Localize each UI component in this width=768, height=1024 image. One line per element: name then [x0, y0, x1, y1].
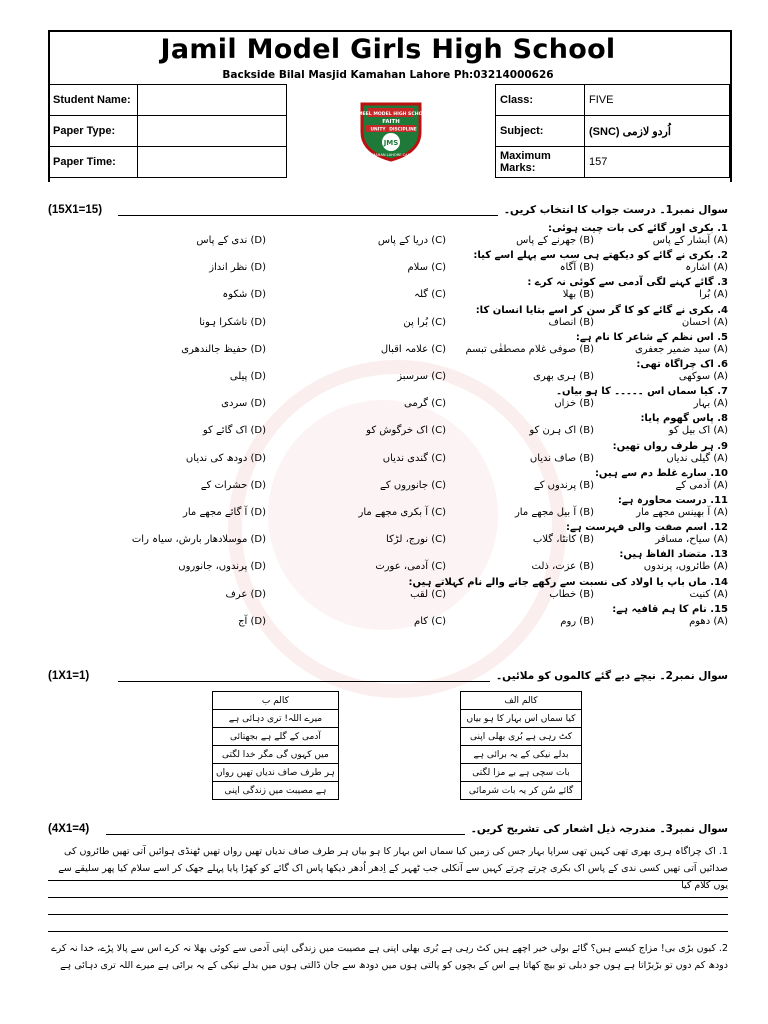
option-a[interactable]: (A) آدمی کے: [675, 479, 728, 491]
option-c[interactable]: (C) نورج، لڑکا: [386, 534, 446, 546]
column-a-header: کالم الف: [461, 692, 582, 710]
option-d[interactable]: (D) عرف: [225, 588, 266, 600]
mcq-question: 5. اس نظم کے شاعر کا نام ہے:: [575, 331, 728, 343]
option-b[interactable]: (B) عزت، ذلت: [531, 561, 594, 573]
paper-type-field[interactable]: [138, 116, 287, 147]
option-a[interactable]: (A) بُرا: [699, 289, 728, 301]
option-a[interactable]: (A) اشارہ: [685, 262, 728, 274]
mcq-question: 12. اسم صفت والی فہرست ہے:: [566, 522, 728, 534]
answer-line[interactable]: [48, 880, 728, 881]
column-b-item: ہر طرف صاف ندیاں تھیں رواں: [213, 764, 339, 782]
option-c[interactable]: (C) بُرا پن: [403, 316, 446, 328]
mcq-item: [48, 386, 728, 412]
option-c[interactable]: (C) اک خرگوش کو: [366, 425, 446, 437]
subject-value: اُردو لازمی (SNC): [585, 116, 730, 147]
option-d[interactable]: (D) آج: [238, 615, 266, 627]
option-a[interactable]: (A) سوکھی: [678, 371, 728, 382]
option-d[interactable]: (D) موسلادھار بارش، سیاہ رات: [131, 534, 266, 546]
section-3-header: [48, 823, 728, 839]
mcq-item: [48, 495, 728, 521]
option-d[interactable]: (D) حفیظ جالندھری: [181, 343, 266, 355]
column-a-item: بدلے نیکی کے یہ برائی ہے: [461, 746, 582, 764]
class-label: Class:: [496, 85, 585, 116]
option-b[interactable]: (B) روم: [560, 615, 594, 627]
mcq-item: [48, 277, 728, 303]
option-d[interactable]: (D) نظر انداز: [209, 262, 266, 274]
svg-text:JMS: JMS: [383, 138, 399, 147]
option-b[interactable]: (B) خزاں: [554, 398, 594, 410]
option-c[interactable]: (C) علامہ اقبال: [380, 343, 446, 355]
mcq-item: [48, 359, 728, 385]
option-b[interactable]: (B) اک ہرن کو: [529, 425, 594, 437]
option-d[interactable]: (D) ناشکرا ہونا: [199, 316, 266, 328]
section-2-header: [48, 670, 728, 686]
option-d[interactable]: (D) ندی کے پاس: [196, 235, 266, 246]
mcq-question: 13. متضاد الفاظ ہیں:: [619, 549, 728, 561]
option-c[interactable]: (C) سرسبز: [397, 371, 446, 382]
option-c[interactable]: (C) گلہ: [414, 289, 446, 301]
mcq-item: [48, 305, 728, 331]
class-value: FIVE: [585, 85, 730, 116]
mcq-item: [48, 441, 728, 467]
option-a[interactable]: (A) گیلی ندیاں: [666, 452, 728, 464]
section-3-title: سوال نمبر3۔ مندرجہ ذیل اشعار کی تشریح کریں۔: [465, 823, 728, 835]
section-1-header: [48, 204, 728, 220]
mcq-question: 6. اک چراگاہ تھی:: [636, 359, 728, 370]
mcq-item: [48, 413, 728, 439]
answer-line[interactable]: [48, 897, 728, 898]
mcq-item: [48, 468, 728, 494]
mcq-question: 1. بکری اور گائے کی بات چیت ہوئی:: [547, 223, 728, 234]
option-b[interactable]: (B) کانٹا، گلاب: [532, 534, 594, 546]
column-a-item: بات سچی ہے بے مزا لگتی: [461, 764, 582, 782]
option-b[interactable]: (B) صوفی غلام مصطفٰی تبسم: [465, 343, 594, 355]
option-a[interactable]: (A) طائروں، پرندوں: [643, 561, 728, 573]
option-a[interactable]: (A) بہار: [693, 398, 728, 410]
mcq-item: [48, 577, 728, 603]
mcq-question: 10. سارے غلط دم سے ہیں:: [594, 467, 728, 479]
crest-bottom-text: KAMAHAN LAHORE CANTT: [367, 152, 415, 157]
option-d[interactable]: (D) اک گائے کو: [202, 425, 266, 437]
section-3-question-2: 2. کیوں بڑی بی! مزاج کیسے ہیں؟ گائے بولی خیر اچھے ہیں کٹ رہی ہے بُری بھلی اپنی ہے مصیبت میں زندگی اپنی آدمی سے کوئی بھلا نہ کرے اس سے پالا پڑے، خدا نہ کرے دودھ کم دوں تو بڑبڑاتا ہے ہوں جو دبلی تو بیچ کھاتا ہے اس کے بچوں کو پالتی ہوں میں دودھ سے جان ڈالتی ہوں میں بدلے نیکی کے یہ برائی ہے میرے اللہ تری دہائی ہے: [51, 943, 728, 971]
column-b-item: میں کہوں گی مگر خدا لگتی: [213, 746, 339, 764]
answer-line[interactable]: [48, 914, 728, 915]
section-2-marks: (1X1=1): [48, 670, 90, 682]
header-info-table: [48, 84, 730, 178]
max-marks-label: Maximum Marks:: [496, 147, 585, 178]
option-c[interactable]: (C) کام: [414, 615, 446, 627]
paper-time-field[interactable]: [138, 147, 287, 178]
option-a[interactable]: (A) آ بھینس مجھے مار: [636, 507, 728, 518]
mcq-question: 3. گائے کہنے لگی آدمی سے کوئی نہ کرے :: [527, 277, 728, 289]
answer-line[interactable]: [48, 931, 728, 932]
mcq-item: [48, 332, 728, 358]
column-b-item: میرے اللہ! تری دہائی ہے: [213, 710, 339, 728]
option-b[interactable]: (B) ہری بھری: [533, 371, 594, 382]
option-d[interactable]: (D) شکوہ: [222, 289, 266, 301]
option-c[interactable]: (C) آ بکری مجھے مار: [358, 507, 446, 518]
mcq-question: 9. ہر طرف رواں تھیں:: [612, 440, 728, 452]
section-3-marks: (4X1=4): [48, 823, 90, 835]
option-b[interactable]: (B) پرندوں کے: [533, 479, 594, 491]
column-b-item: ہے مصیبت میں زندگی اپنی: [213, 782, 339, 800]
option-c[interactable]: (C) سلام: [407, 262, 446, 274]
option-a[interactable]: (A) دھوم: [689, 615, 728, 627]
option-d[interactable]: (D) دودھ کی ندیاں: [185, 452, 266, 464]
mcq-question: 15. نام کا ہم قافیہ ہے:: [612, 603, 728, 615]
school-name: Jamil Model Girls High School: [160, 34, 616, 65]
column-b-header: کالم ب: [213, 692, 339, 710]
option-c[interactable]: (C) آدمی، عورت: [375, 561, 446, 573]
subject-label: Subject:: [496, 116, 585, 147]
option-c[interactable]: (C) جانوروں کے: [380, 479, 446, 491]
paper-time-label: Paper Time:: [49, 147, 138, 178]
section-2-title: سوال نمبر2۔ نیچے دیے گئے کالموں کو ملائیں۔: [490, 670, 728, 682]
option-c[interactable]: (C) لقب: [410, 588, 446, 600]
column-b-item: آدمی کے گلے ہے بجھتائی: [213, 728, 339, 746]
option-d[interactable]: (D) پیلی: [229, 371, 266, 382]
option-b[interactable]: (B) خطاب: [549, 588, 594, 600]
crest-motto-discipline: DISCIPLINE: [389, 127, 417, 132]
column-a-item: کٹ رہی ہے بُری بھلی اپنی: [461, 728, 582, 746]
mcq-item: [48, 250, 728, 276]
mcq-question: 11. درست محاورہ ہے:: [617, 495, 728, 506]
mcq-question: 7. کیا سماں اس ۔۔۔۔۔ کا ہو بیاں۔: [556, 386, 728, 398]
option-d[interactable]: (D) حشرات کے: [200, 479, 266, 491]
section-1-title: سوال نمبر1۔ درست جواب کا انتخاب کریں۔: [498, 204, 728, 216]
option-b[interactable]: (B) جھرنے کے پاس: [516, 235, 594, 246]
crest-motto-unity: UNITY: [370, 127, 386, 132]
max-marks-value: 157: [585, 147, 730, 178]
mcq-question: 4. بکری نے گائے کو کا گر سن کر اسے بتایا انسان کا:: [475, 304, 728, 316]
option-c[interactable]: (C) گرمی: [404, 398, 446, 410]
mcq-question: 2. بکری نے گائے کو دیکھتے ہی سب سے پہلے اسے کیا:: [473, 250, 728, 262]
option-a[interactable]: (A) احسان: [681, 316, 728, 328]
mcq-item: [48, 522, 728, 548]
option-b[interactable]: (B) آ بیل مجھے مار: [514, 507, 594, 518]
school-address: Backside Bilal Masjid Kamahan Lahore Ph:03214000626: [222, 69, 554, 81]
option-a[interactable]: (A) سیاح، مسافر: [655, 534, 728, 546]
option-a[interactable]: (A) اک بیل کو: [668, 425, 728, 437]
school-logo: [287, 85, 496, 178]
option-a[interactable]: (A) سید ضمیر جعفری: [634, 343, 728, 355]
mcq-question: 8. پاس گھوم پایا:: [640, 413, 728, 425]
option-b[interactable]: (B) بھلا: [562, 289, 594, 301]
option-c[interactable]: (C) گندی ندیاں: [382, 452, 446, 464]
school-crest-icon: [356, 98, 426, 162]
column-a-item: کیا سماں اس بہار کا ہو بیاں: [461, 710, 582, 728]
student-name-label: Student Name:: [49, 85, 138, 116]
section-1-marks: (15X1=15): [48, 204, 103, 216]
match-column-a: [460, 691, 582, 800]
crest-motto-faith: FAITH: [382, 118, 400, 125]
option-d[interactable]: (D) پرندوں، جانوروں: [178, 561, 266, 573]
option-c[interactable]: (C) دریا کے پاس: [377, 235, 446, 246]
mcq-item: [48, 223, 728, 249]
option-a[interactable]: (A) کنیت: [689, 588, 728, 600]
mcq-item: [48, 604, 728, 630]
option-b[interactable]: (B) صاف ندیاں: [529, 452, 594, 464]
option-a[interactable]: (A) آبشار کے پاس: [652, 235, 728, 246]
column-a-item: گائے سُن کر یہ بات شرمائی: [461, 782, 582, 800]
section-3-question-1: 1. اک چراگاہ ہری بھری تھی کہیں تھی سراپا بہار جس کی زمیں کیا سماں اس بہار کا ہو بیاں ہر طرف صاف ندیاں تھیں رواں تھیں ٹھنڈی ہوائیں آتی تھیں طائروں کی صدائیں آتی تھیں کسی ندی کے پاس اک بکری چرتے چرتے کہیں سے آنکلی جب ٹھہر کے اِدھر اُدھر دیکھا پاس اک گائے کو کھڑا پایا پہلے جھک کر اسے سلام کیا پھر سلیقے سے یوں کلام کیا: [58, 846, 728, 891]
mcq-question: 14. ماں باپ یا اولاد کی نسبت سے رکھے جانے والے نام کہلاتے ہیں:: [408, 576, 728, 588]
match-column-b: [212, 691, 339, 800]
option-b[interactable]: (B) انصاف: [548, 316, 594, 328]
option-d[interactable]: (D) سردی: [221, 398, 266, 410]
option-b[interactable]: (B) آگاہ: [559, 262, 594, 274]
mcq-item: [48, 549, 728, 575]
crest-top-text: JAMEEL MODEL HIGH SCHOOL: [356, 111, 426, 117]
paper-type-label: Paper Type:: [49, 116, 138, 147]
option-d[interactable]: (D) آ گائے مجھے مار: [183, 507, 266, 518]
student-name-field[interactable]: [138, 85, 287, 116]
